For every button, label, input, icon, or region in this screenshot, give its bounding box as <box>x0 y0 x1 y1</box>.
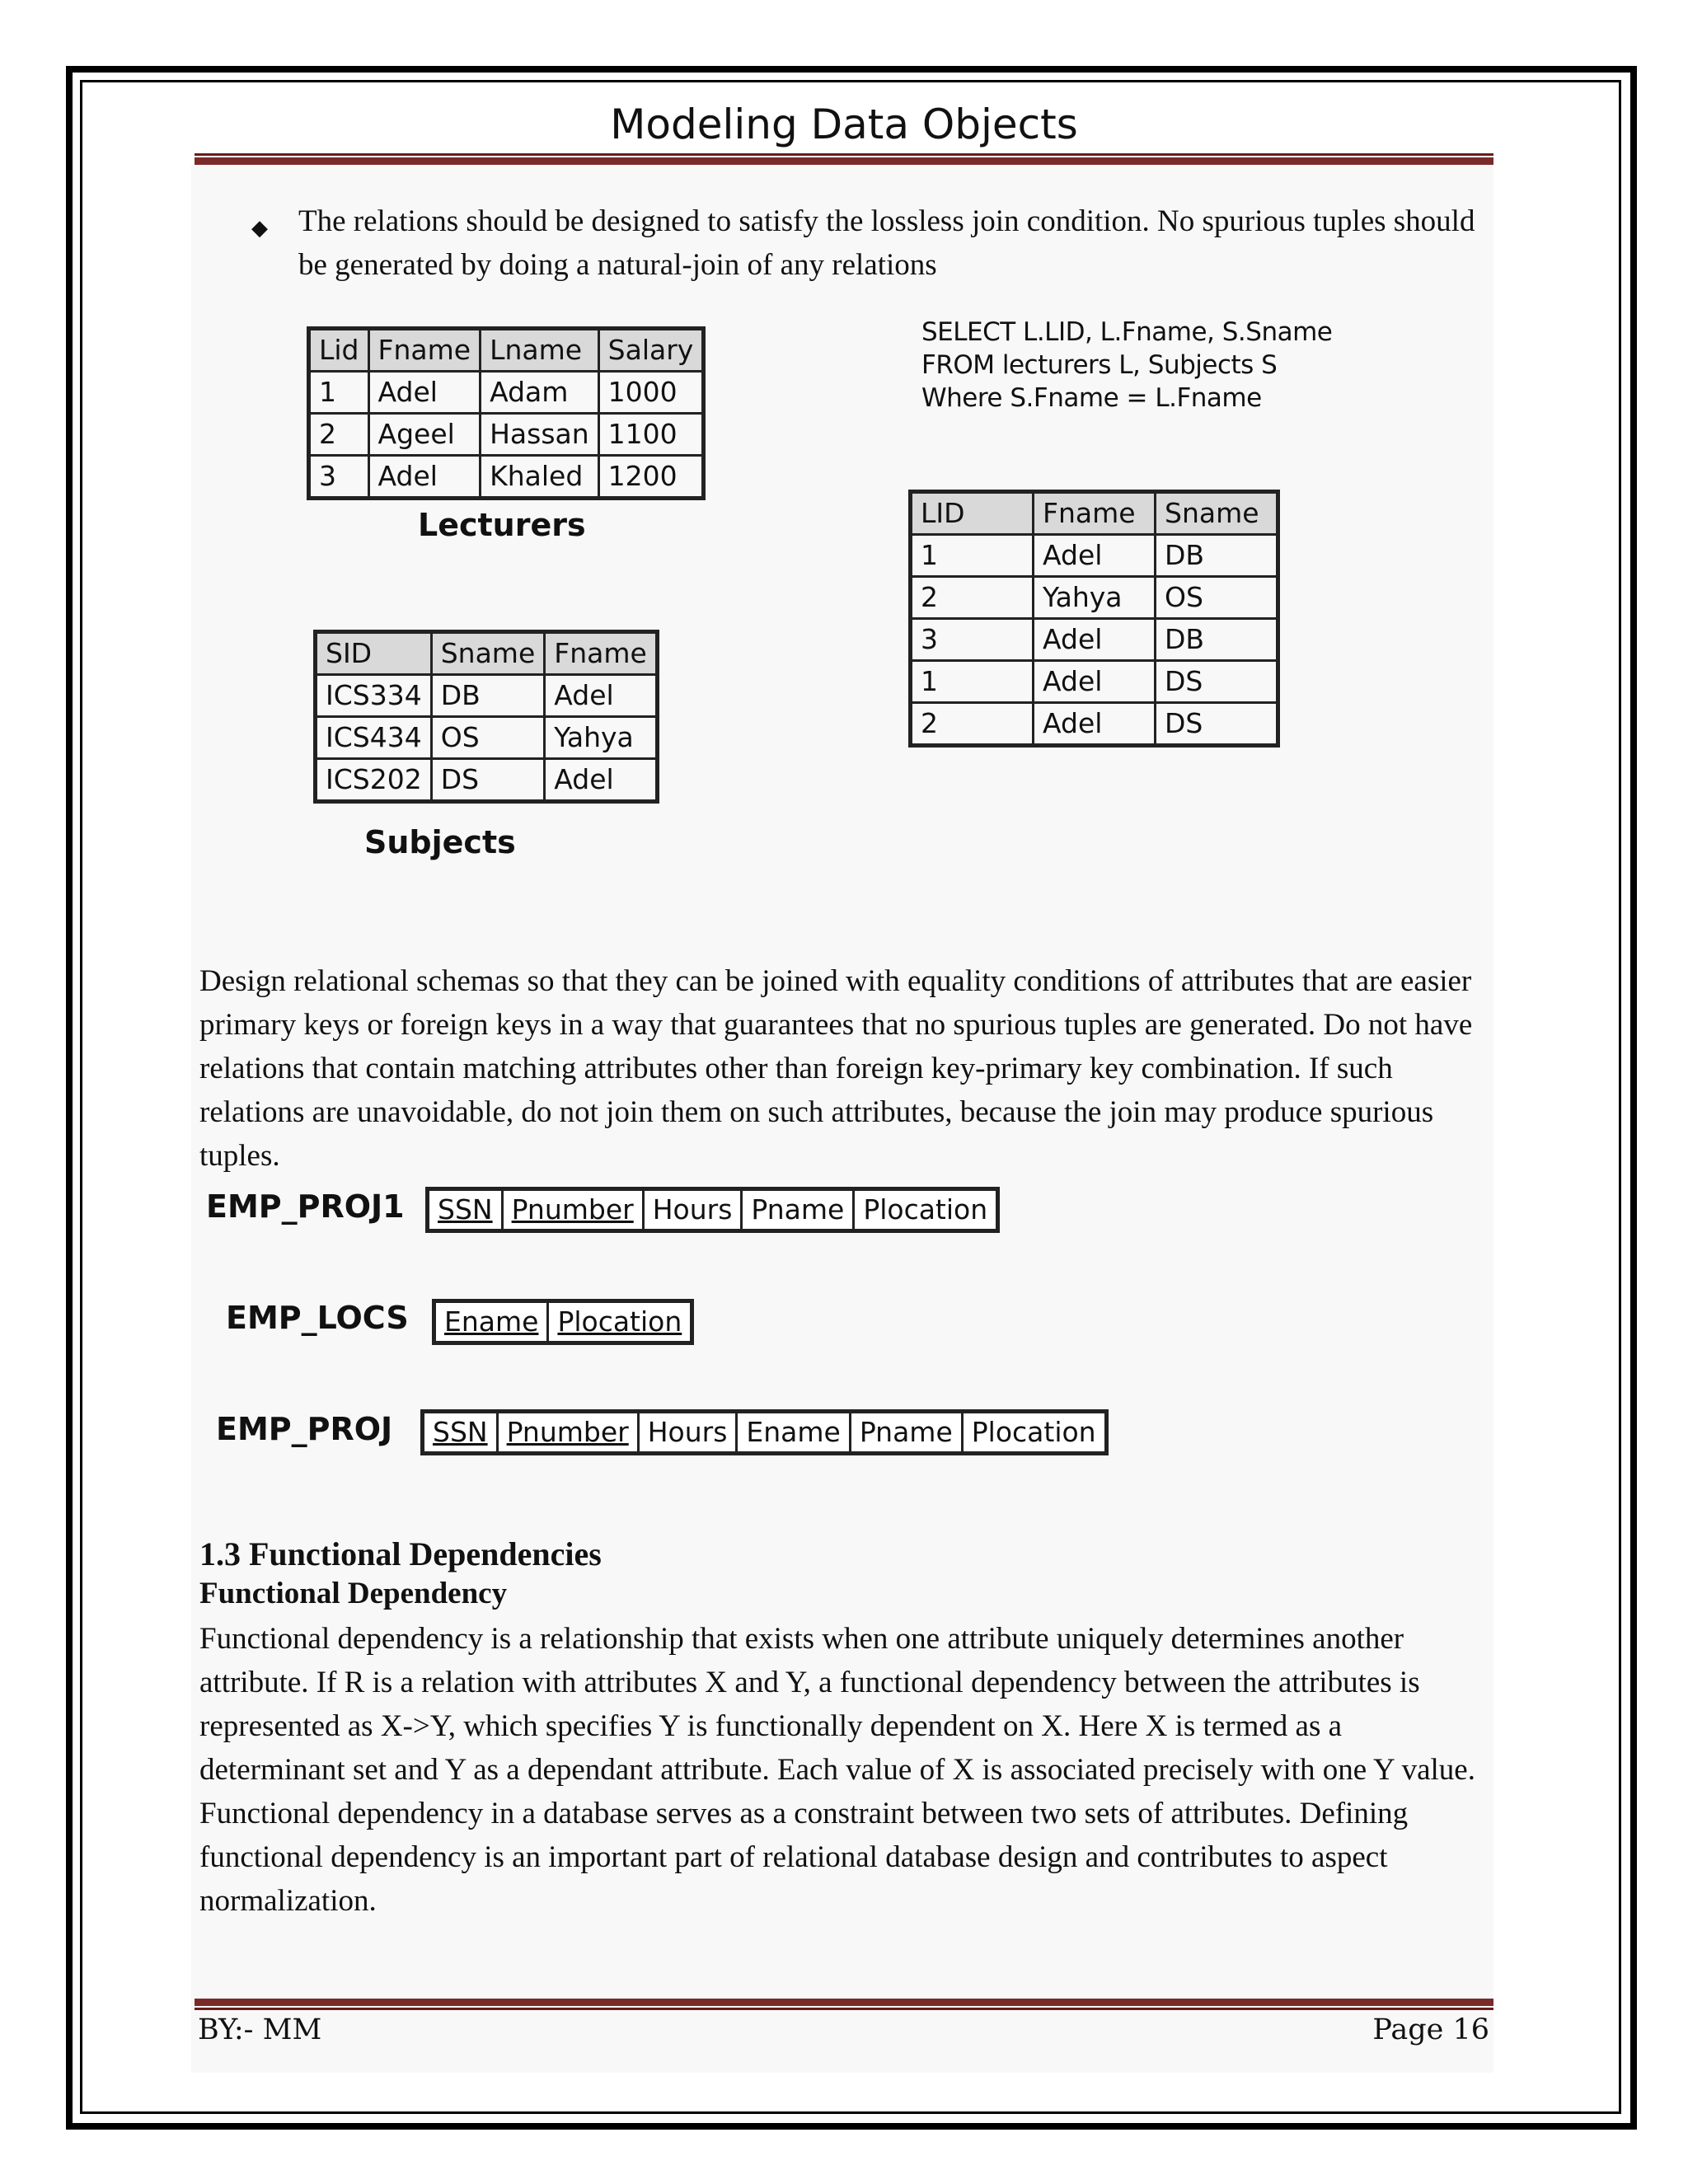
schema-attribute: Pname <box>742 1189 854 1231</box>
schema-attribute: Plocation <box>962 1412 1106 1454</box>
column-header: Salary <box>598 329 704 372</box>
page-title: Modeling Data Objects <box>610 101 1078 148</box>
schema-attribute: Ename <box>434 1301 548 1343</box>
sql-line: Where S.Fname = L.Fname <box>921 383 1262 413</box>
table-row <box>316 759 658 802</box>
column-header: LID <box>911 492 1034 535</box>
column-header: Lname <box>481 329 599 372</box>
table-cell: Yahya <box>545 717 658 759</box>
table-cell: Adel <box>1034 703 1156 746</box>
column-header: Sname <box>431 632 545 675</box>
table-row <box>316 675 658 717</box>
table-cell: OS <box>1156 577 1278 619</box>
table-cell: DB <box>1156 535 1278 577</box>
column-header: Lid <box>309 329 369 372</box>
schema-attribute: Pname <box>850 1412 962 1454</box>
lecturers-caption: Lecturers <box>418 507 586 543</box>
schema-attribute: Pnumber <box>497 1412 638 1454</box>
table-cell: Khaled <box>481 456 599 499</box>
table-cell: Adel <box>368 372 481 414</box>
schema-attribute: Pnumber <box>502 1189 643 1231</box>
table-row <box>911 535 1278 577</box>
column-header: SID <box>316 632 432 675</box>
table-cell: DS <box>431 759 545 802</box>
table-cell: Adel <box>545 675 658 717</box>
schema-name: EMP_PROJ <box>216 1411 393 1447</box>
schema-attribute: SSN <box>423 1412 498 1454</box>
table-row <box>316 717 658 759</box>
schema-name: EMP_LOCS <box>226 1300 409 1336</box>
column-header: Fname <box>545 632 658 675</box>
footer-rule-thick <box>195 1999 1493 2006</box>
sql-query <box>921 316 1332 415</box>
schema-row <box>423 1412 1107 1454</box>
table-cell: 2 <box>309 414 369 456</box>
subjects-table <box>313 630 659 804</box>
table-cell: ICS434 <box>316 717 432 759</box>
schema-attribute: Plocation <box>548 1301 692 1343</box>
section-heading: 1.3 Functional Dependencies <box>199 1535 602 1572</box>
column-header: Fname <box>1034 492 1156 535</box>
column-header: Sname <box>1156 492 1278 535</box>
table-cell: Adel <box>1034 535 1156 577</box>
schema-row <box>434 1301 692 1343</box>
table-cell: 1 <box>911 535 1034 577</box>
table-row <box>309 372 704 414</box>
table-cell: Adel <box>1034 619 1156 661</box>
table-cell: ICS334 <box>316 675 432 717</box>
bullet-icon: ◆ <box>251 216 268 240</box>
schema-attribute: Plocation <box>854 1189 998 1231</box>
table-cell: ICS202 <box>316 759 432 802</box>
table-header-row <box>309 329 704 372</box>
table-cell: DS <box>1156 703 1278 746</box>
schema-row <box>428 1189 998 1231</box>
table-cell: 3 <box>309 456 369 499</box>
section-subheading: Functional Dependency <box>199 1577 508 1610</box>
schema-emp-proj <box>420 1409 1109 1455</box>
table-cell: Adel <box>1034 661 1156 703</box>
schema-attribute: Hours <box>643 1189 742 1231</box>
subjects-caption: Subjects <box>364 824 516 860</box>
section-body: Functional dependency is a relationship that exists when one attribute uniquely determines another attribute. If R is a relation with attributes X and Y, a functional dependency between the attributes is represented as X->Y, which specifies Y is functionally dependent on X. Here X is termed as a determinant set and Y as a dependant attribute. Each value of X is associated precisely with one Y value. Functional dependency in a database serves as a constraint between two sets of attributes. Defining functional dependency is an important part of relational database design and contributes to aspect normalization. <box>199 1622 1475 1918</box>
table-cell: DB <box>431 675 545 717</box>
bullet-text: The relations should be designed to satisfy the lossless join condition. No spurious tuples should be generated by doing a natural-join of any relations <box>298 204 1475 282</box>
table-row <box>309 414 704 456</box>
table-cell: 2 <box>911 577 1034 619</box>
table-cell: 3 <box>911 619 1034 661</box>
table-cell: OS <box>431 717 545 759</box>
result-table <box>908 490 1280 748</box>
table-cell: 1000 <box>598 372 704 414</box>
table-cell: Hassan <box>481 414 599 456</box>
table-cell: Adel <box>545 759 658 802</box>
schema-emp-proj1 <box>425 1187 1000 1233</box>
table-cell: 1 <box>309 372 369 414</box>
table-cell: 2 <box>911 703 1034 746</box>
schema-name: EMP_PROJ1 <box>206 1188 405 1225</box>
table-row <box>309 456 704 499</box>
table-cell: DS <box>1156 661 1278 703</box>
design-paragraph: Design relational schemas so that they can be joined with equality conditions of attributes that are easier primary keys or foreign keys in a way that guarantees that no spurious tuples are generated. Do not have relations that contain matching attributes other than foreign key-primary key combination. If such relations are unavoidable, do not join them on such attributes, because the join may produce spurious tuples. <box>199 964 1473 1173</box>
table-row <box>911 703 1278 746</box>
header-rule-thick <box>195 157 1493 165</box>
schema-emp-locs <box>432 1299 694 1345</box>
table-cell: Yahya <box>1034 577 1156 619</box>
table-cell: 1 <box>911 661 1034 703</box>
table-row <box>911 619 1278 661</box>
footer-page-number: Page 16 <box>1372 2013 1489 2046</box>
schema-attribute: Hours <box>638 1412 737 1454</box>
header-rule-thin <box>195 153 1493 156</box>
table-cell: 1100 <box>598 414 704 456</box>
table-cell: 1200 <box>598 456 704 499</box>
table-cell: Adel <box>368 456 481 499</box>
table-cell: Ageel <box>368 414 481 456</box>
sql-line: SELECT L.LID, L.Fname, S.Sname <box>921 317 1333 347</box>
schema-attribute: Ename <box>737 1412 850 1454</box>
sql-line: FROM lecturers L, Subjects S <box>921 350 1278 380</box>
schema-attribute: SSN <box>428 1189 503 1231</box>
table-header-row <box>911 492 1278 535</box>
column-header: Fname <box>368 329 481 372</box>
footer-rule-thin <box>195 2008 1493 2010</box>
footer-author: BY:- MM <box>198 2013 322 2046</box>
table-cell: Adam <box>481 372 599 414</box>
table-row <box>911 661 1278 703</box>
lecturers-table <box>307 326 706 500</box>
table-cell: DB <box>1156 619 1278 661</box>
table-header-row <box>316 632 658 675</box>
table-row <box>911 577 1278 619</box>
